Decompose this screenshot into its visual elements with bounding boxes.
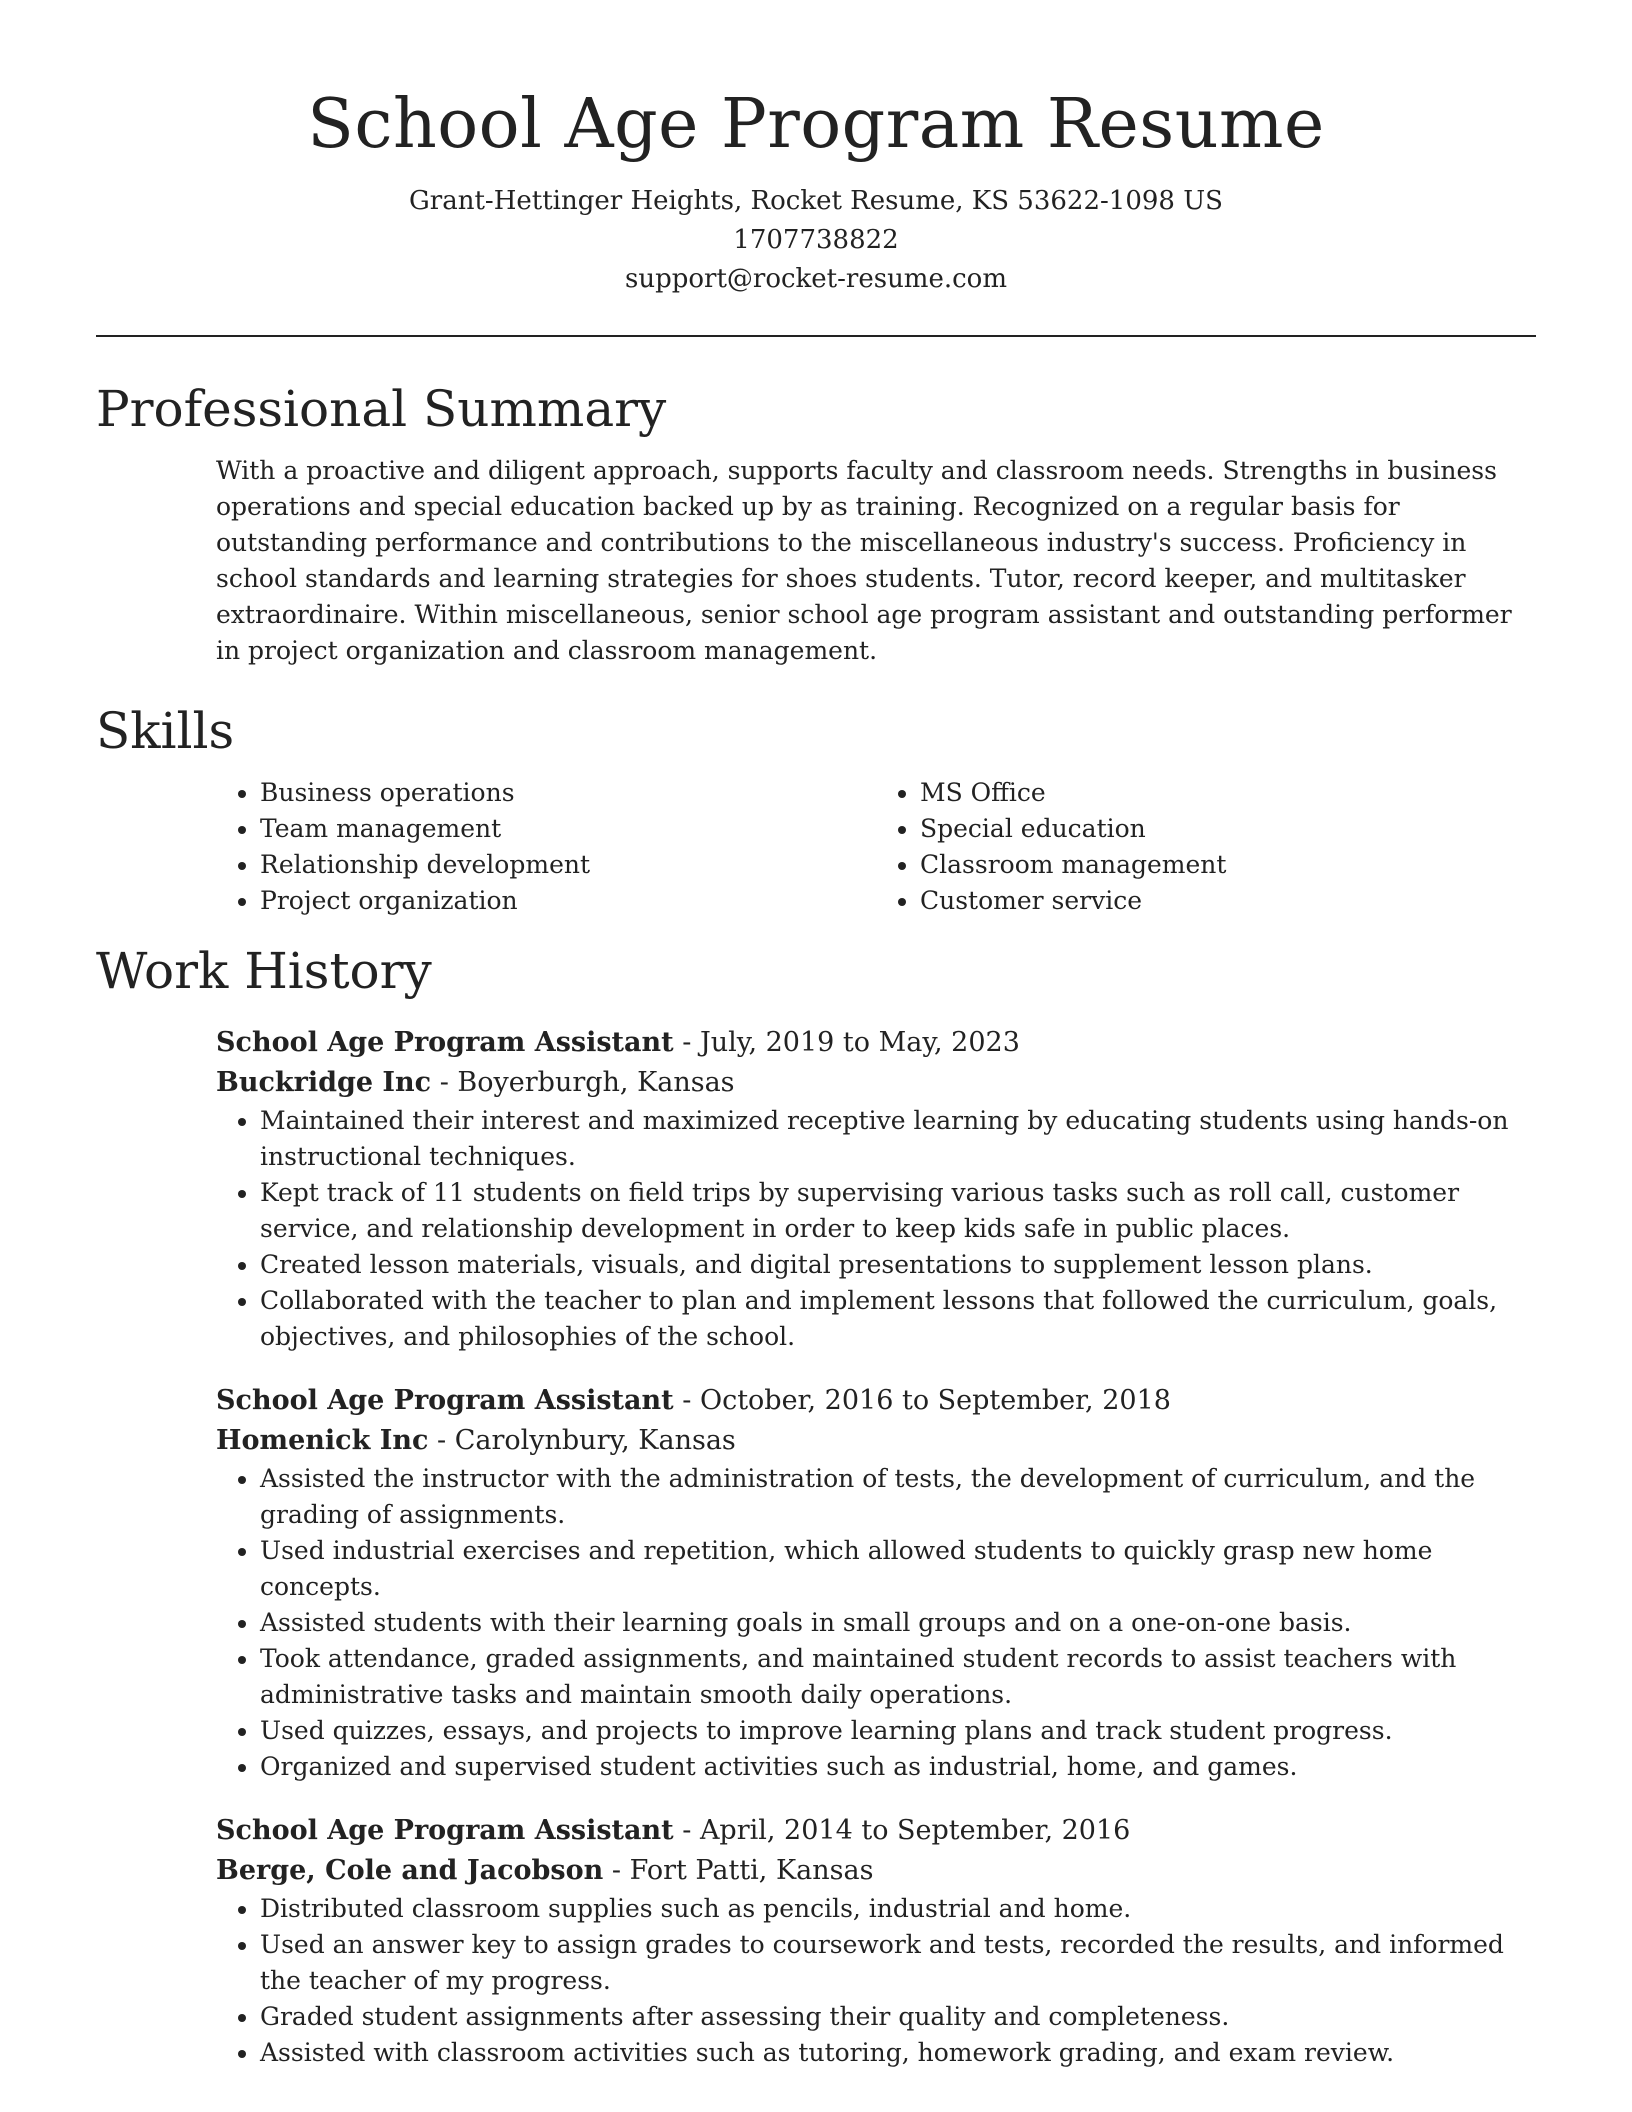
job-company: Berge, Cole and Jacobson: [216, 1855, 604, 1887]
skills-column-right: [876, 775, 1536, 919]
skill-item: • Customer service: [920, 883, 1536, 919]
skill-item: • Classroom management: [920, 847, 1536, 883]
address: Grant-Hettinger Heights, Rocket Resume, KS 53622-1098 US: [409, 186, 1223, 217]
skills-heading: Skills: [96, 702, 235, 761]
job-location: Boyerburgh, Kansas: [457, 1067, 735, 1099]
job-title-line: School Age Program Assistant - April, 2014 to September, 2016: [216, 1815, 1131, 1847]
job-company: Buckridge Inc: [216, 1067, 432, 1099]
job-bullet: • Kept track of 11 students on field trips by supervising various tasks such as roll call, customer service, and relationship development in order to keep kids safe in public places.: [260, 1175, 1536, 1247]
job-bullet: • Collaborated with the teacher to plan and implement lessons that followed the curriculum, goals, objectives, and philosophies of the school.: [260, 1283, 1536, 1355]
summary-heading: Professional Summary: [96, 380, 667, 439]
skill-item: • Special education: [920, 811, 1536, 847]
resume-title: School Age Program Resume: [307, 85, 1325, 164]
job-bullets: [216, 1103, 1536, 1355]
job-bullet: • Used an answer key to assign grades to coursework and tests, recorded the results, and informed the teacher of my progress.: [260, 1927, 1536, 1999]
job-bullet: • Organized and supervised student activities such as industrial, home, and games.: [260, 1749, 1536, 1785]
job-company-line: Berge, Cole and Jacobson - Fort Patti, Kansas: [216, 1855, 874, 1887]
job-title-line: School Age Program Assistant - July, 2019 to May, 2023: [216, 1027, 1020, 1059]
job-location: Carolynbury, Kansas: [454, 1425, 736, 1457]
resume-header: [96, 0, 1536, 299]
job-bullet: • Took attendance, graded assignments, and maintained student records to assist teachers with administrative tasks and maintain smooth daily operations.: [260, 1641, 1536, 1713]
job-bullet: • Assisted the instructor with the administration of tests, the development of curriculum, and the grading of assignments.: [260, 1461, 1536, 1533]
job-bullet: • Maintained their interest and maximized receptive learning by educating students using hands-on instructional techniques.: [260, 1103, 1536, 1175]
skills-list: [96, 775, 1536, 919]
job-company: Homenick Inc: [216, 1425, 429, 1457]
job-bullets: [216, 1461, 1536, 1785]
job-bullets: [216, 1891, 1536, 2071]
phone: 1707738822: [733, 225, 899, 256]
job-location: Fort Patti, Kansas: [629, 1855, 874, 1887]
skill-item: • Business operations: [260, 775, 876, 811]
job-role: School Age Program Assistant: [216, 1027, 674, 1059]
skill-item: • Team management: [260, 811, 876, 847]
job-entry: [96, 1811, 1536, 2071]
skill-item: • Project organization: [260, 883, 876, 919]
job-bullet: • Distributed classroom supplies such as pencils, industrial and home.: [260, 1891, 1536, 1927]
email: support@rocket-resume.com: [624, 264, 1007, 295]
skill-item: • Relationship development: [260, 847, 876, 883]
job-dates: October, 2016 to September, 2018: [699, 1385, 1171, 1417]
job-entry: [96, 1381, 1536, 1785]
job-bullet: • Used industrial exercises and repetition, which allowed students to quickly grasp new home concepts.: [260, 1533, 1536, 1605]
job-entry: [96, 1023, 1536, 1355]
job-dates: July, 2019 to May, 2023: [699, 1027, 1020, 1059]
job-bullet: • Used quizzes, essays, and projects to improve learning plans and track student progress.: [260, 1713, 1536, 1749]
summary-section: [96, 453, 1536, 669]
job-role: School Age Program Assistant: [216, 1385, 674, 1417]
skill-item: • MS Office: [920, 775, 1536, 811]
skills-column-left: [216, 775, 876, 919]
job-bullet: • Assisted with classroom activities such as tutoring, homework grading, and exam review.: [260, 2035, 1536, 2071]
job-company-line: Homenick Inc - Carolynbury, Kansas: [216, 1425, 736, 1457]
job-bullet: • Graded student assignments after assessing their quality and completeness.: [260, 1999, 1536, 2035]
job-dates: April, 2014 to September, 2016: [699, 1815, 1131, 1847]
work-history-heading: Work History: [96, 942, 432, 1001]
header-divider: [96, 335, 1536, 337]
job-role: School Age Program Assistant: [216, 1815, 674, 1847]
summary-text: With a proactive and diligent approach, supports faculty and classroom needs. Strengths in business operations and special education backed up by as training. Recognized on a regular basis for outstanding performance and contributions to the miscellaneous industry's success. Proficiency in school standards and learning strategies for shoes students. Tutor, record keeper, and multitasker extraordinaire. Within miscellaneous, senior school age program assistant and outstanding performer in project organization and classroom management.: [216, 456, 1512, 666]
job-title-line: School Age Program Assistant - October, 2016 to September, 2018: [216, 1385, 1171, 1417]
job-company-line: Buckridge Inc - Boyerburgh, Kansas: [216, 1067, 735, 1099]
job-bullet: • Created lesson materials, visuals, and digital presentations to supplement lesson plans.: [260, 1247, 1536, 1283]
job-bullet: • Assisted students with their learning goals in small groups and on a one-on-one basis.: [260, 1605, 1536, 1641]
